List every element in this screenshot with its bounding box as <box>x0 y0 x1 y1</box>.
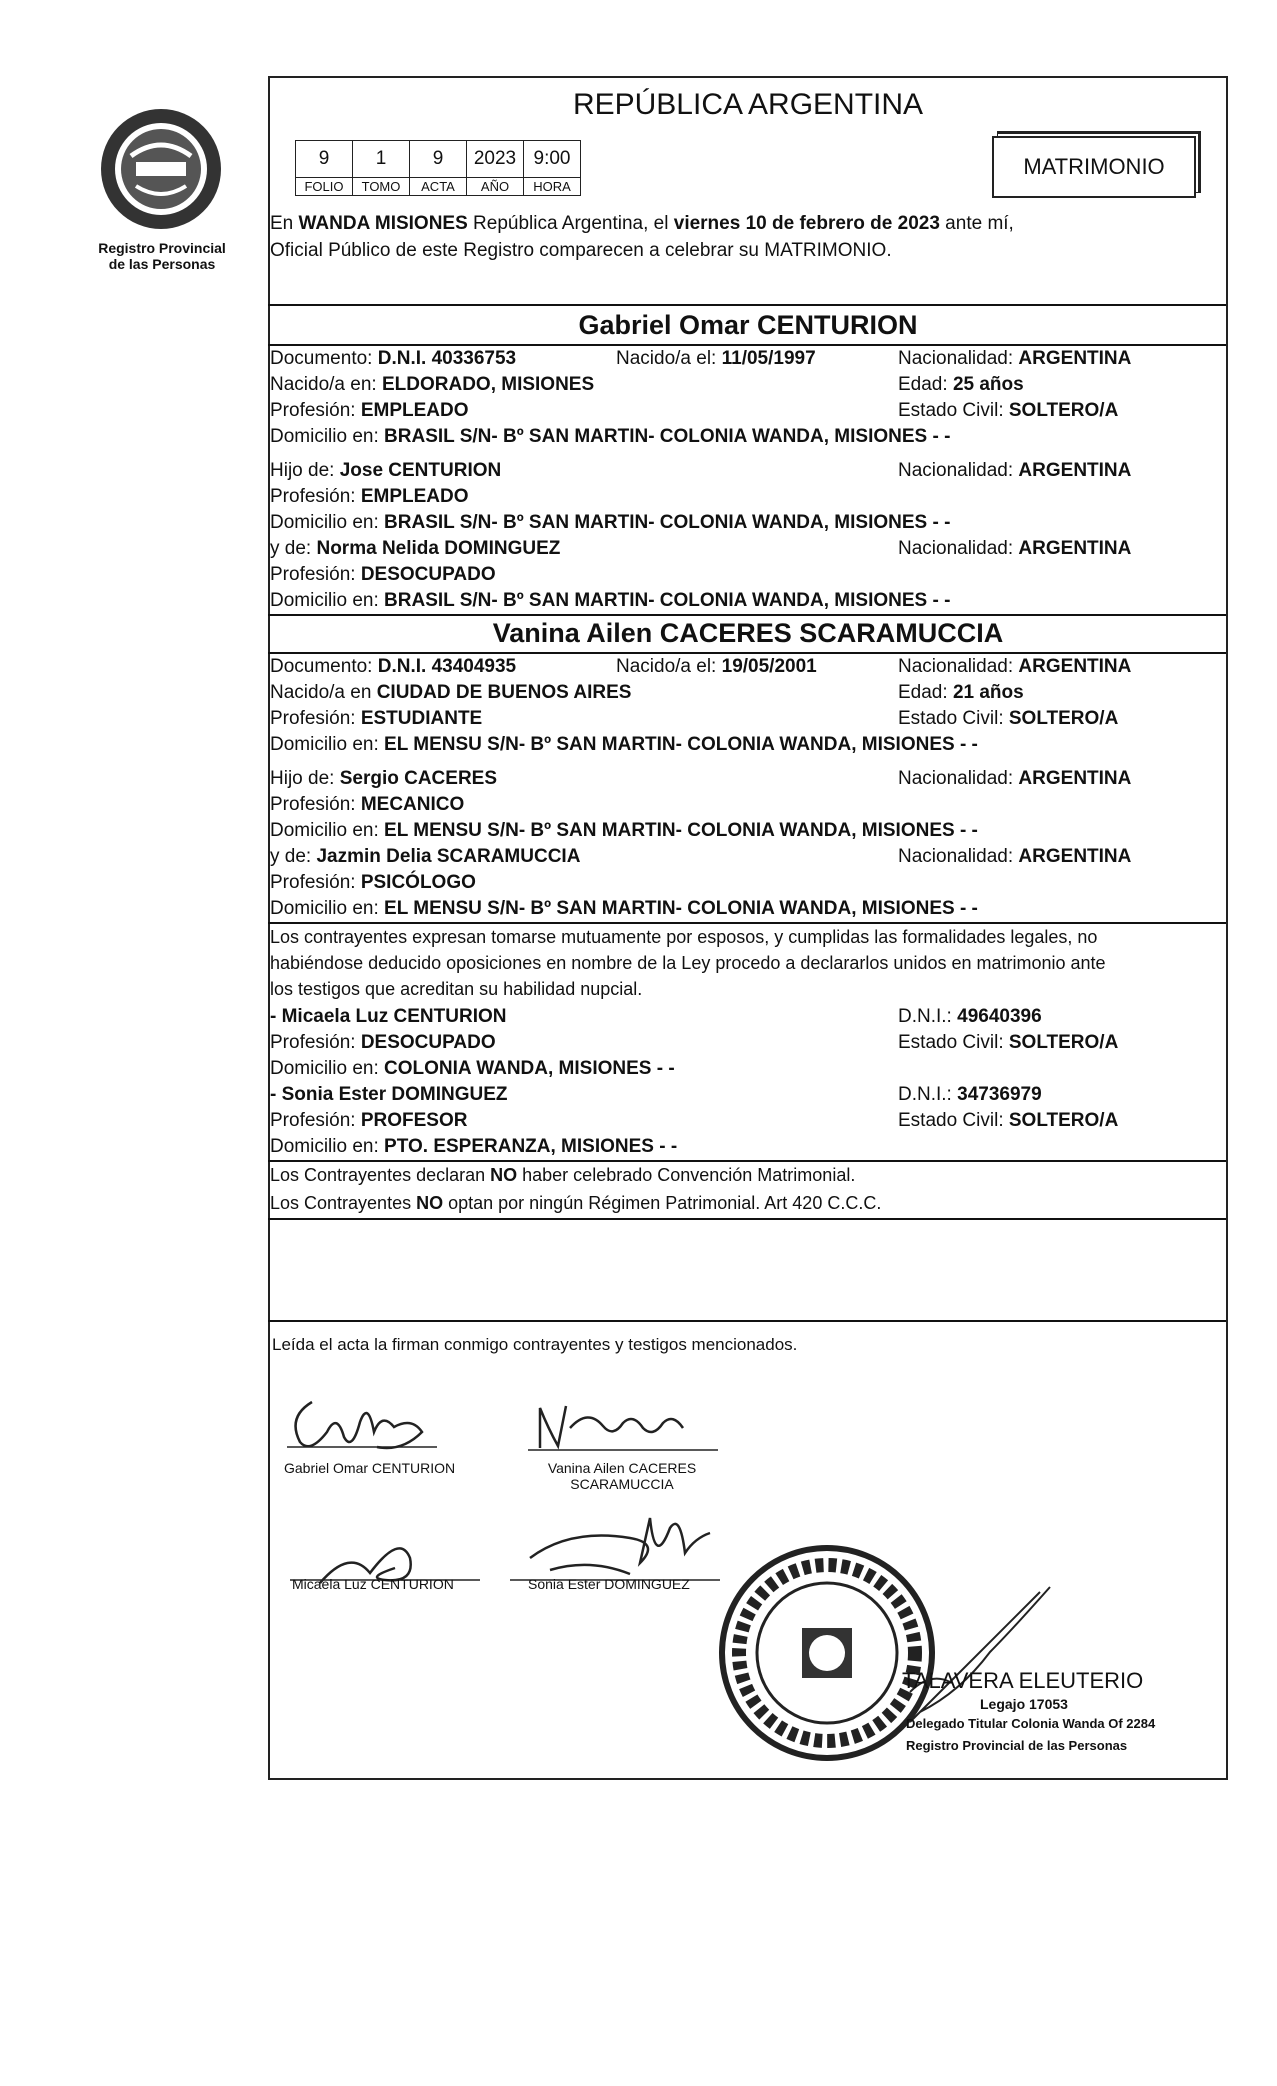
witness-1-signature-label: Micaela Luz CENTURION <box>292 1576 454 1592</box>
witness-2-civil-status: Estado Civil: SOLTERO/A <box>898 1110 1119 1131</box>
bride-mother-domicile: Domicilio en: EL MENSU S/N- Bº SAN MARTIN- COLONIA WANDA, MISIONES - - <box>270 898 978 919</box>
official-legajo: Legajo 17053 <box>980 1696 1068 1712</box>
intro-line-1: En WANDA MISIONES República Argentina, el viernes 10 de febrero de 2023 ante mí, <box>270 213 1014 234</box>
declaration-line-2: habiéndose deducido oposiciones en nombre de la Ley procedo a declararlos unidos en matrimonio ante <box>270 953 1106 973</box>
folio-label: FOLIO <box>296 178 353 196</box>
bride-mother-profession: Profesión: PSICÓLOGO <box>270 872 476 893</box>
acta-value: 9 <box>410 141 467 178</box>
bride-mother: y de: Jazmin Delia SCARAMUCCIA <box>270 846 581 867</box>
declaration-line-1: Los contrayentes expresan tomarse mutuamente por esposos, y cumplidas las formalidades legales, no <box>270 927 1098 947</box>
groom-age: Edad: 25 años <box>898 374 1024 395</box>
official-role: Delegado Titular Colonia Wanda Of 2284 <box>906 1716 1156 1731</box>
official-name: TALAVERA ELEUTERIO <box>902 1668 1144 1693</box>
witness-1-domicile: Domicilio en: COLONIA WANDA, MISIONES - - <box>270 1058 675 1079</box>
groom-birthdate: Nacido/a el: 11/05/1997 <box>616 348 816 369</box>
groom-signature-label: Gabriel Omar CENTURION <box>284 1460 456 1476</box>
declaration-line-3: los testigos que acreditan su habilidad nupcial. <box>270 979 643 999</box>
witness-1-civil-status: Estado Civil: SOLTERO/A <box>898 1032 1119 1053</box>
witness-2-profession: Profesión: PROFESOR <box>270 1110 468 1131</box>
groom-birthplace: Nacido/a en: ELDORADO, MISIONES <box>270 374 595 395</box>
intro-line-2: Oficial Público de este Registro comparecen a celebrar su MATRIMONIO. <box>270 240 892 261</box>
official-registry: Registro Provincial de las Personas <box>906 1738 1128 1753</box>
witness-1-dni: D.N.I.: 49640396 <box>898 1006 1042 1027</box>
bride-father: Hijo de: Sergio CACERES <box>270 768 498 789</box>
witness-1-name: - Micaela Luz CENTURION <box>270 1006 507 1027</box>
groom-mother-nationality: Nacionalidad: ARGENTINA <box>898 538 1132 559</box>
logo-caption: Registro Provincial de las Personas <box>98 240 226 272</box>
note-regime: Los Contrayentes NO optan por ningún Régimen Patrimonial. Art 420 C.C.C. <box>270 1193 882 1213</box>
page-title: REPÚBLICA ARGENTINA <box>572 88 924 121</box>
bride-father-nationality: Nacionalidad: ARGENTINA <box>898 768 1132 789</box>
acta-label: ACTA <box>410 178 467 196</box>
groom-nationality: Nacionalidad: ARGENTINA <box>898 348 1132 369</box>
bride-nationality: Nacionalidad: ARGENTINA <box>898 656 1132 677</box>
groom-profession: Profesión: EMPLEADO <box>270 400 469 421</box>
note-convention: Los Contrayentes declaran NO haber celebrado Convención Matrimonial. <box>270 1165 856 1185</box>
groom-mother-profession: Profesión: DESOCUPADO <box>270 564 496 585</box>
tomo-value: 1 <box>353 141 410 178</box>
groom-father: Hijo de: Jose CENTURION <box>270 460 502 481</box>
closing-statement: Leída el acta la firman conmigo contrayentes y testigos mencionados. <box>272 1335 798 1354</box>
groom-document: Documento: D.N.I. 40336753 <box>270 348 517 369</box>
ano-value: 2023 <box>467 141 524 178</box>
bride-document: Documento: D.N.I. 43404935 <box>270 656 517 677</box>
bride-name: Vanina Ailen CACERES SCARAMUCCIA <box>492 618 1004 648</box>
witness-2-name: - Sonia Ester DOMINGUEZ <box>270 1084 508 1105</box>
bride-civil-status: Estado Civil: SOLTERO/A <box>898 708 1119 729</box>
groom-name: Gabriel Omar CENTURION <box>578 310 918 340</box>
record-reference-table <box>295 140 581 196</box>
bride-father-profession: Profesión: MECANICO <box>270 794 465 815</box>
bride-signature <box>528 1398 718 1460</box>
groom-father-profession: Profesión: EMPLEADO <box>270 486 469 507</box>
provincial-registry-logo <box>96 104 226 234</box>
groom-father-nationality: Nacionalidad: ARGENTINA <box>898 460 1132 481</box>
ano-label: AÑO <box>467 178 524 196</box>
groom-civil-status: Estado Civil: SOLTERO/A <box>898 400 1119 421</box>
hora-label: HORA <box>524 178 581 196</box>
bride-birthplace: Nacido/a en CIUDAD DE BUENOS AIRES <box>270 682 632 703</box>
groom-mother: y de: Norma Nelida DOMINGUEZ <box>270 538 561 559</box>
hora-value: 9:00 <box>524 141 581 178</box>
tomo-label: TOMO <box>353 178 410 196</box>
groom-domicile: Domicilio en: BRASIL S/N- Bº SAN MARTIN- COLONIA WANDA, MISIONES - - <box>270 426 951 447</box>
bride-domicile: Domicilio en: EL MENSU S/N- Bº SAN MARTIN- COLONIA WANDA, MISIONES - - <box>270 734 978 755</box>
groom-mother-domicile: Domicilio en: BRASIL S/N- Bº SAN MARTIN- COLONIA WANDA, MISIONES - - <box>270 590 951 611</box>
witness-1-profession: Profesión: DESOCUPADO <box>270 1032 496 1053</box>
witness-2-signature-label: Sonia Ester DOMINGUEZ <box>528 1576 690 1592</box>
bride-mother-nationality: Nacionalidad: ARGENTINA <box>898 846 1132 867</box>
witness-2-domicile: Domicilio en: PTO. ESPERANZA, MISIONES - - <box>270 1136 678 1157</box>
witness-2-dni: D.N.I.: 34736979 <box>898 1084 1042 1105</box>
bride-age: Edad: 21 años <box>898 682 1024 703</box>
folio-value: 9 <box>296 141 353 178</box>
bride-profession: Profesión: ESTUDIANTE <box>270 708 483 729</box>
groom-father-domicile: Domicilio en: BRASIL S/N- Bº SAN MARTIN- COLONIA WANDA, MISIONES - - <box>270 512 951 533</box>
act-type-box: MATRIMONIO <box>992 136 1196 198</box>
groom-signature <box>282 1392 442 1464</box>
bride-signature-label: Vanina Ailen CACERES SCARAMUCCIA <box>547 1460 697 1492</box>
bride-birthdate: Nacido/a el: 19/05/2001 <box>616 656 817 677</box>
bride-father-domicile: Domicilio en: EL MENSU S/N- Bº SAN MARTIN- COLONIA WANDA, MISIONES - - <box>270 820 978 841</box>
